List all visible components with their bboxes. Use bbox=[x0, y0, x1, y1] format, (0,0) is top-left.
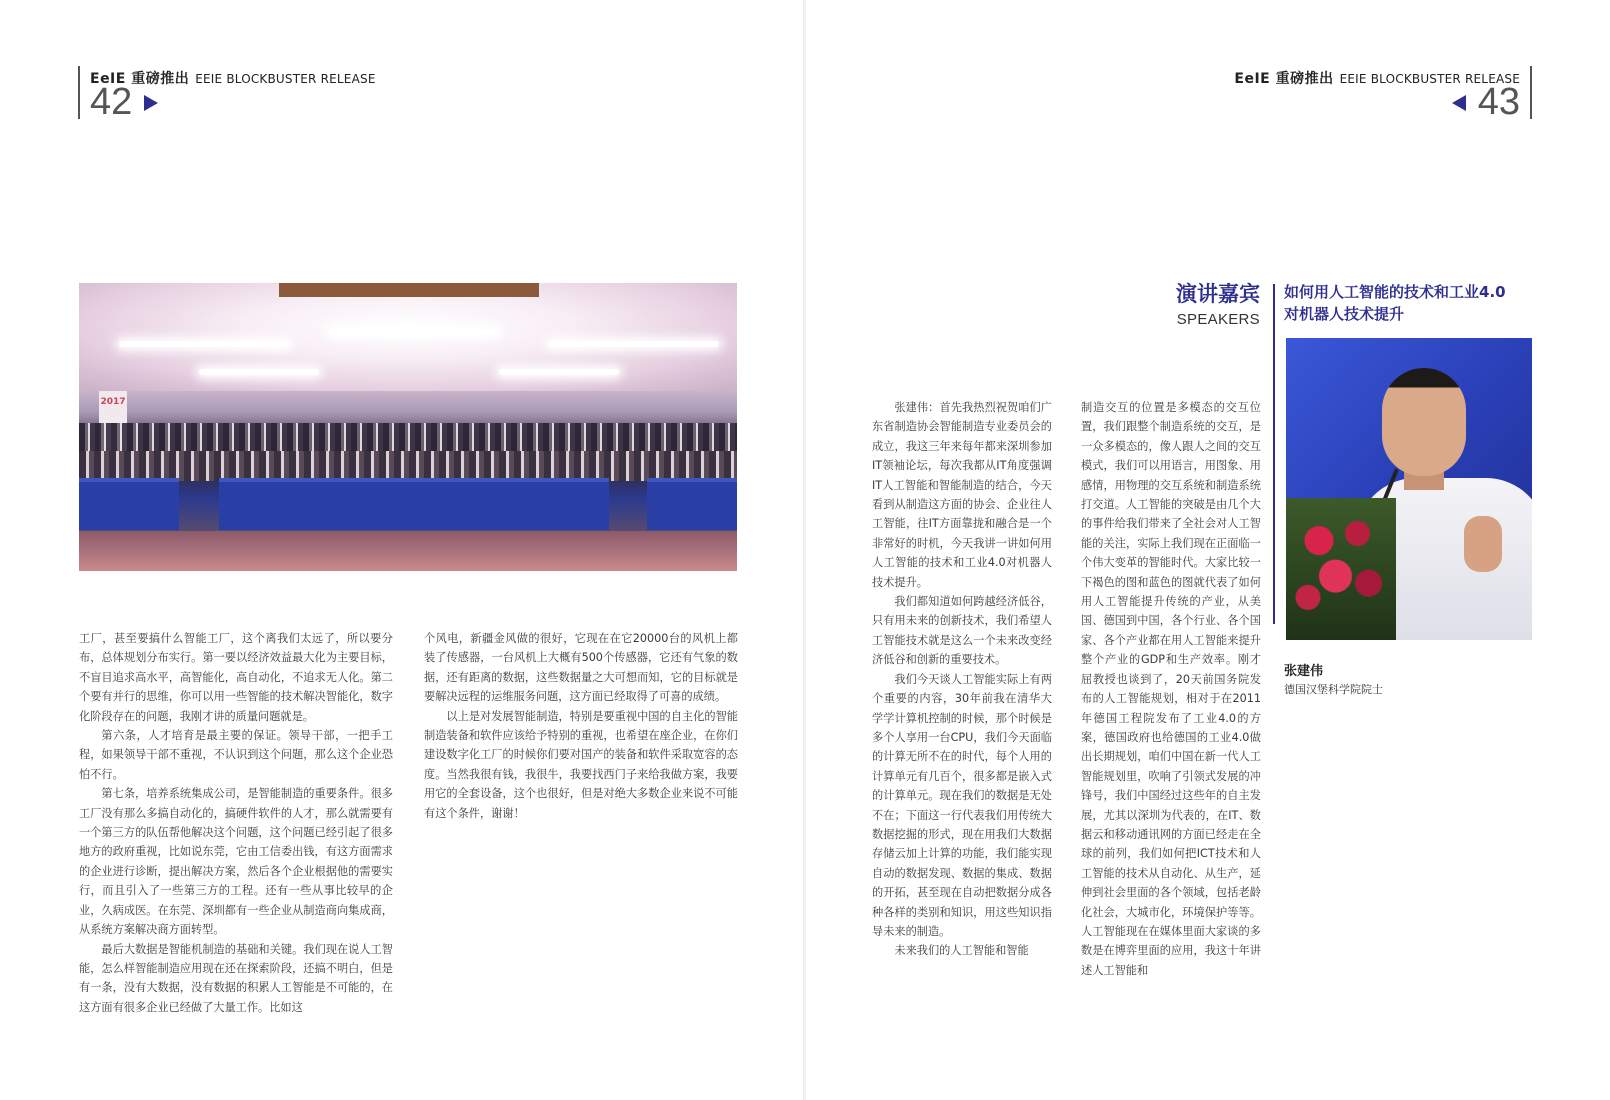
ceiling-lights bbox=[79, 283, 737, 391]
light-strip bbox=[119, 341, 289, 347]
paragraph: 以上是对发展智能制造，特别是要重视中国的自主化的智能制造装备和软件应该给予特别的重视，也希望在座企业，在你们建设数字化工厂的时候你们要对国产的装备和软件采取宽容的态度。当然我很有钱，我很牛，我要找西门子来给我做方案，我要用它的全套设备，这个也很好，但是对绝大多数企业来说不可能有这个条件，谢谢！ bbox=[424, 709, 738, 820]
left-column-2 bbox=[424, 629, 738, 823]
arrow-right-icon bbox=[144, 95, 158, 111]
speakers-label bbox=[1120, 280, 1260, 332]
speakers-label-en: SPEAKERS bbox=[1176, 311, 1260, 328]
brand-cn: EeIE 重磅推出 bbox=[1234, 71, 1334, 87]
light-strip bbox=[329, 329, 499, 335]
paragraph: 我们都知道如何跨越经济低谷，只有用未来的创新技术，我们希望人工智能技术就是这么一个未来改变经济低谷和创新的重要技术。 bbox=[872, 595, 1052, 667]
paragraph: 制造交互的位置是多模态的交互位置，我们跟整个制造系统的交互，是一众多模态的，像人跟人之间的交互模式，我们可以用语言，用图象、用感情，用物理的交互系统和制造系统打交道。人工智能的突破是由几个大的事件给我们带来了全社会对人工智能的关注，实际上我们现在正面临一个伟大变革的智能时代。大家比较一下褐色的图和蓝色的图就代表了如何用人工智能提升传统的产业，从美国、德国到中国，各个行业、各个国家、各个产业都在用人工智能来提升整个产业的GDP和生产效率。刚才屈教授也谈到了，20天前国务院发布的人工智能规划，相对于在2011年德国工程院发布了工业4.0的方案，德国政府也给德国的工业4.0做出长期规划，咱们中国在新一代人工智能规划里，吹响了引领式发展的冲锋号，我们中国经过这些年的自主发展，尤其以深圳为代表的，在IT、数据云和移动通讯网的方面已经走在全球的前列，我们如何把ICT技术和人工智能的技术从自动化、从生产，延伸到社会里面的各个领域，包括老龄化社会，大城市化，环境保护等等。人工智能现在在媒体里面大家谈的多数是在博弈里面的应用，我这十年讲述人工智能和 bbox=[1081, 401, 1261, 977]
light-strip bbox=[199, 369, 319, 375]
page-number-left: 42 bbox=[90, 81, 133, 123]
right-column-1 bbox=[872, 398, 1052, 961]
left-page bbox=[0, 0, 804, 1100]
speaker-name: 张建伟 bbox=[1284, 664, 1324, 679]
flower-arrangement bbox=[1286, 498, 1396, 640]
brand-en: EEIE BLOCKBUSTER RELEASE bbox=[195, 72, 376, 86]
table-blue bbox=[647, 478, 737, 530]
speaker-role: 德国汉堡科学院院士 bbox=[1284, 683, 1383, 696]
brand-cn: EeIE 重磅推出 bbox=[90, 71, 190, 87]
ceiling-wood bbox=[279, 283, 539, 297]
talk-title bbox=[1284, 281, 1544, 325]
light-strip bbox=[499, 369, 619, 375]
light-strip bbox=[549, 341, 719, 347]
talk-title-line: 对机器人技术提升 bbox=[1284, 305, 1405, 323]
speakers-label-cn: 演讲嘉宾 bbox=[1176, 282, 1260, 306]
header-rule bbox=[1530, 66, 1532, 119]
speakers-rule bbox=[1273, 284, 1275, 624]
arrow-left-icon bbox=[1452, 95, 1466, 111]
header-brand bbox=[90, 68, 376, 88]
conference-photo bbox=[79, 283, 737, 571]
paragraph: 个风电，新疆金风做的很好，它现在在它20000台的风机上都装了传感器，一台风机上大概有500个传感器，它还有气象的数据，还有距离的数据，这些数据量之大可想而知，它的目标就是要解决远程的运维服务问题，这方面已经取得了可喜的成绩。 bbox=[424, 632, 738, 704]
left-column-1 bbox=[79, 629, 393, 1017]
stage-floor bbox=[79, 531, 737, 571]
paragraph: 工厂，甚至要搞什么智能工厂，这个离我们太远了，所以要分布，总体规划分布实行。第一要以经济效益最大化为主要目标，不盲目追求高水平，高智能化，高自动化，不追求无人化。第二个要有并行的思维，你可以用一些智能的技术解决智能化，数字化阶段存在的问题，我刚才讲的质量问题就是。 bbox=[79, 632, 393, 723]
table-blue bbox=[219, 478, 609, 530]
paragraph: 未来我们的人工智能和智能 bbox=[894, 944, 1029, 958]
event-banner: 2017 bbox=[99, 391, 127, 451]
speaker-hand bbox=[1464, 516, 1502, 572]
speaker-photo bbox=[1286, 338, 1532, 640]
paragraph: 张建伟：首先我热烈祝贺咱们广东省制造协会智能制造专业委员会的成立，我这三年来每年都来深圳参加IT领袖论坛，每次我都从IT角度强调IT人工智能和智能制造的结合，今天看到从制造这方面的协会、企业往人工智能，往IT方面靠拢和融合是一个非常好的时机，今天我讲一讲如何用人工智能的技术和工业4.0对机器人技术提升。 bbox=[872, 401, 1052, 589]
paragraph: 我们今天谈人工智能实际上有两个重要的内容，30年前我在清华大学学计算机控制的时候，那个时候是多个人享用一台CPU，我们今天面临的计算无所不在的时代，每个人用的计算单元有几百个，很多都是嵌入式的计算单元。现在我们的数据是无处不在；下面这一行代表我们用传统大数据挖掘的形式，现在用我们大数据存储云加上计算的功能，我们能实现自动的数据发现、数据的集成、数据的开拓，甚至现在自动把数据分成各种各样的类别和知识，用这些知识指导未来的制造。 bbox=[872, 672, 1052, 938]
table-blue bbox=[79, 478, 179, 530]
audience-front bbox=[79, 451, 737, 481]
paragraph: 最后大数据是智能机制造的基础和关键。我们现在说人工智能，怎么样智能制造应用现在还在探索阶段，还搞不明白，但是有一条，没有大数据，没有数据的积累人工智能是不可能的，在这方面有很多企业已经做了大量工作。比如这 bbox=[79, 942, 393, 1014]
speaker-head bbox=[1382, 368, 1466, 476]
talk-title-line: 如何用人工智能的技术和工业4.0 bbox=[1284, 283, 1506, 301]
page-number-right: 43 bbox=[1477, 81, 1520, 123]
right-column-2 bbox=[1081, 398, 1261, 980]
brand-en: EEIE BLOCKBUSTER RELEASE bbox=[1339, 72, 1520, 86]
paragraph: 第六条，人才培育是最主要的保证。领导干部，一把手工程，如果领导干部不重视，不认识到这个问题，那么这个企业恐怕不行。 bbox=[79, 729, 393, 781]
header-rule bbox=[78, 66, 80, 119]
paragraph: 第七条，培养系统集成公司，是智能制造的重要条件。很多工厂没有那么多搞自动化的，搞硬件软件的人才，那么就需要有一个第三方的队伍帮他解决这个问题，这个问题已经引起了很多地方的政府重视，比如说东莞，它由工信委出钱，有这方面需求的企业进行诊断，提出解决方案，然后各个企业根据他的需要实行，而且引入了一些第三方的工程。还有一些从事比较早的企业，久病成医。在东莞、深圳都有一些企业从制造商向集成商，从系统方案解决商方面转型。 bbox=[79, 787, 393, 937]
